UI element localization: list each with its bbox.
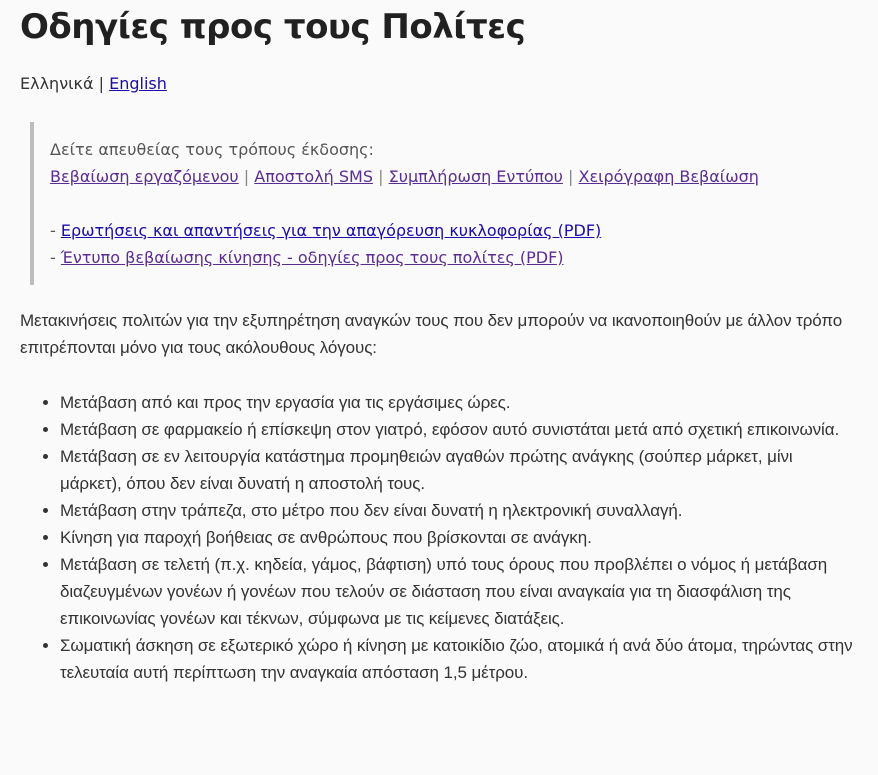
fill-form-link[interactable]: Συμπλήρωση Εντύπου	[388, 167, 563, 186]
list-item: • Σωματική άσκηση σε εξωτερικό χώρο ή κίνηση με κατοικίδιο ζώο, ατομικά ή ανά δύο άτομα, τηρώντας στην τελευταία αυτή περίπτωση την αναγκαία απόσταση 1,5 μέτρου.	[60, 632, 858, 686]
issuance-methods-links	[50, 163, 858, 190]
callout-intro: Δείτε απευθείας τους τρόπους έκδοσης:	[50, 140, 374, 159]
current-language: Ελληνικά	[20, 74, 94, 93]
list-dash: -	[50, 221, 56, 240]
document-link-row	[50, 244, 858, 271]
employee-certificate-link[interactable]: Βεβαίωση εργαζόμενου	[50, 167, 239, 186]
handwritten-certificate-link[interactable]: Χειρόγραφη Βεβαίωση	[578, 167, 759, 186]
list-item: • Μετάβαση από και προς την εργασία για τις εργάσιμες ώρες.	[60, 389, 858, 416]
list-item: • Μετάβαση σε εν λειτουργία κατάστημα προμηθειών αγαθών πρώτης ανάγκης (σούπερ μάρκετ, μίνι μάρκετ), όπου δεν είναι δυνατή η αποστολή τους.	[60, 443, 858, 497]
list-item: • Μετάβαση στην τράπεζα, στο μέτρο που δεν είναι δυνατή η ηλεκτρονική συναλλαγή.	[60, 497, 858, 524]
permitted-reasons-list	[20, 389, 858, 686]
english-language-link[interactable]: English	[109, 74, 167, 93]
language-separator: |	[98, 74, 104, 93]
faq-pdf-link[interactable]: Ερωτήσεις και απαντήσεις για την απαγόρευση κυκλοφορίας (PDF)	[60, 221, 602, 240]
list-item: • Κίνηση για παροχή βοήθειας σε ανθρώπους που βρίσκονται σε ανάγκη.	[60, 524, 858, 551]
link-separator: |	[568, 167, 574, 186]
movement-form-pdf-link[interactable]: Έντυπο βεβαίωσης κίνησης - οδηγίες προς τους πολίτες (PDF)	[60, 248, 564, 267]
page-title: Οδηγίες προς τους Πολίτες	[20, 7, 526, 47]
intro-paragraph: Μετακινήσεις πολιτών για την εξυπηρέτηση αναγκών τους που δεν μπορούν να ικανοποιηθούν με άλλον τρόπο επιτρέπονται μόνο για τους ακόλουθους λόγους:	[20, 311, 843, 357]
list-item: • Μετάβαση σε φαρμακείο ή επίσκεψη στον γιατρό, εφόσον αυτό συνιστάται μετά από σχετική επικοινωνία.	[60, 416, 858, 443]
spacer	[50, 190, 858, 217]
link-separator: |	[243, 167, 250, 186]
document-link-row	[50, 217, 858, 244]
issuance-methods-callout	[30, 122, 858, 285]
link-separator: |	[378, 167, 384, 186]
list-dash: -	[50, 248, 56, 267]
language-switcher	[20, 72, 858, 96]
list-item: • Μετάβαση σε τελετή (π.χ. κηδεία, γάμος, βάφτιση) υπό τους όρους που προβλέπει ο νόμος ή μετάβαση διαζευγμένων γονέων ή γονέων που τελούν σε διάσταση που είναι αναγκαία για τη διασφάλιση της επικοινωνίας γονέων και τέκνων, σύμφωνα με τις κείμενες διατάξεις.	[60, 551, 858, 632]
send-sms-link[interactable]: Αποστολή SMS	[254, 167, 374, 186]
